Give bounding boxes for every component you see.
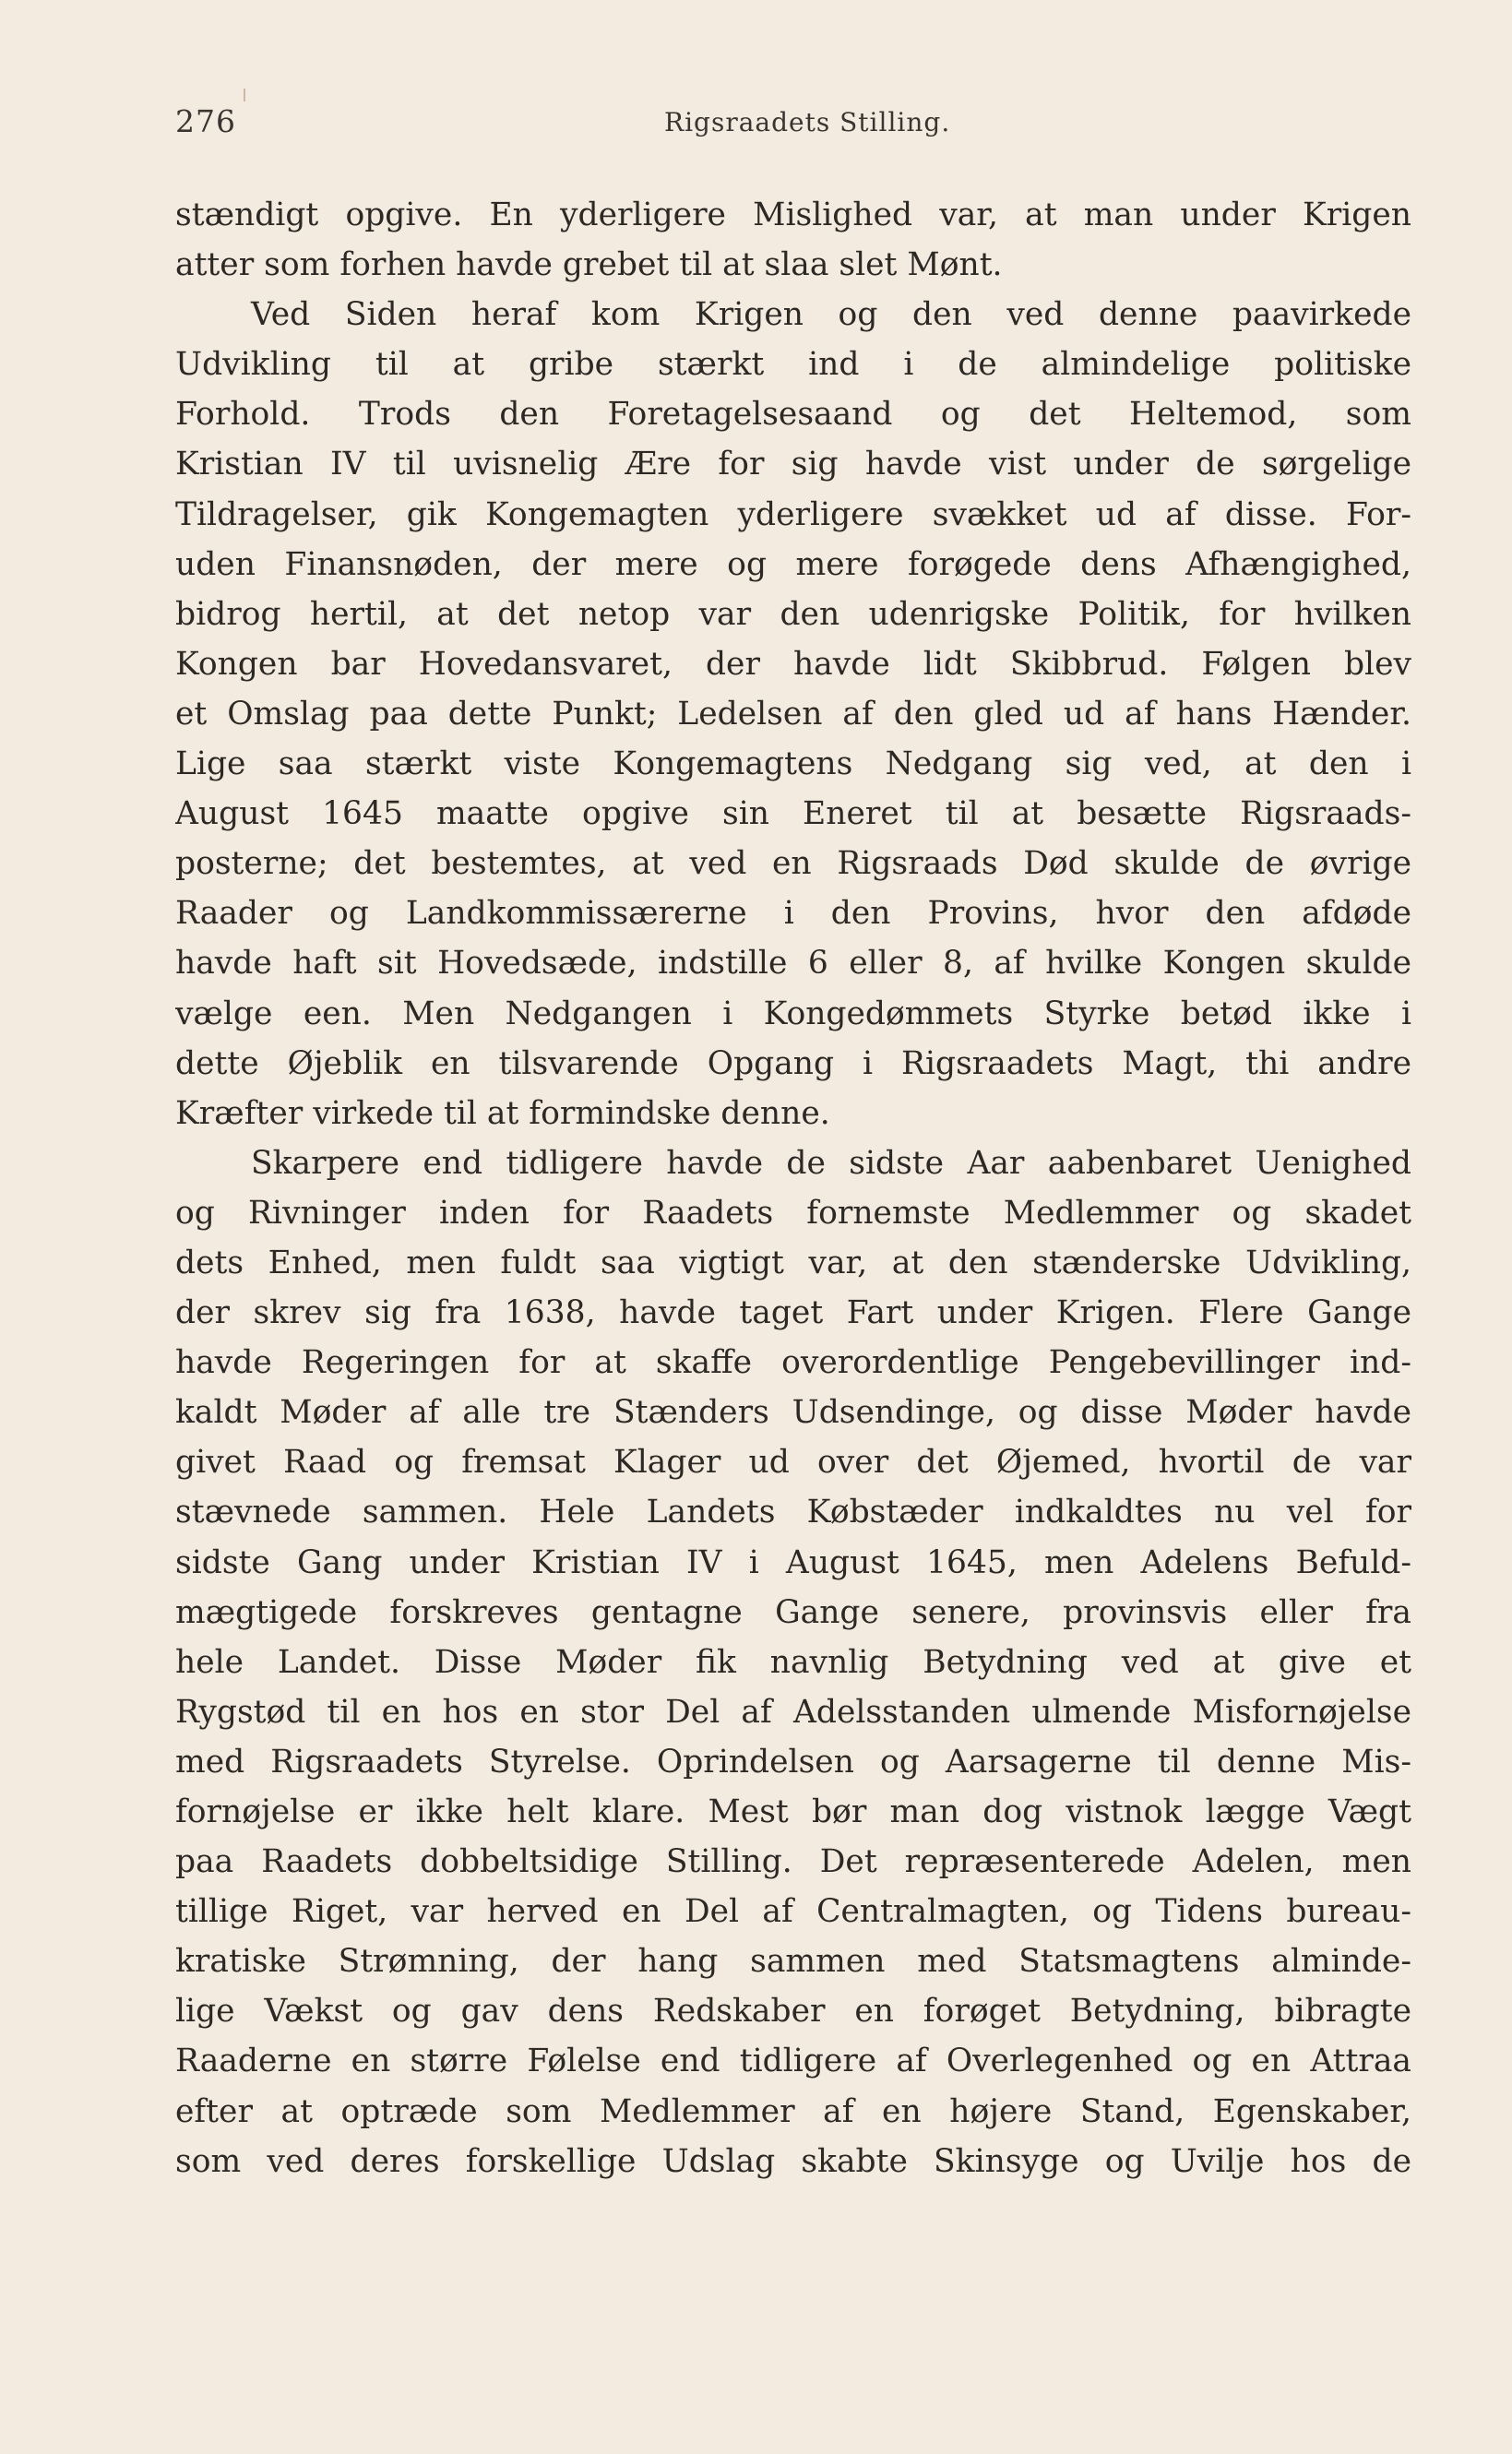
text-line: hele Landet. Disse Møder fik navnlig Betydning ved at give et — [175, 1643, 1411, 1681]
text-line: havde Regeringen for at skaffe overordentlige Pengebevillinger ind- — [175, 1344, 1411, 1382]
text-line: Tildragelser, gik Kongemagten yderligere svækket ud af disse. For- — [175, 495, 1411, 533]
page-mark — [244, 89, 245, 101]
text-line: givet Raad og fremsat Klager ud over det Øjemed, hvortil de var — [175, 1444, 1411, 1482]
text-line: Rygstød til en hos en stor Del af Adelsstanden ulmende Misfornøjelse — [175, 1693, 1411, 1731]
text-line: dette Øjeblik en tilsvarende Opgang i Rigsraadets Magt, thi andre — [175, 1044, 1411, 1082]
text-line: Forhold. Trods den Foretagelsesaand og det Heltemod, som — [175, 396, 1411, 434]
text-line: Skarpere end tidligere havde de sidste Aar aabenbaret Uenighed — [251, 1144, 1411, 1182]
text-line: uden Finansnøden, der mere og mere forøgede dens Afhængighed, — [175, 545, 1411, 583]
text-line: Raader og Landkommissærerne i den Provins, hvor den afdøde — [175, 895, 1411, 933]
text-line: vælge een. Men Nedgangen i Kongedømmets Styrke betød ikke i — [175, 995, 1411, 1032]
body-text — [175, 190, 1411, 2186]
text-line: Kristian IV til uvisnelig Ære for sig havde vist under de sørgelige — [175, 446, 1411, 483]
text-line: bidrog hertil, at det netop var den udenrigske Politik, for hvilken — [175, 595, 1411, 633]
text-line: der skrev sig fra 1638, havde taget Fart under Krigen. Flere Gange — [175, 1294, 1411, 1332]
text-line: efter at optræde som Medlemmer af en højere Stand, Egenskaber, — [175, 2092, 1411, 2130]
text-line: August 1645 maatte opgive sin Eneret til at besætte Rigsraads- — [175, 795, 1411, 833]
running-head: Rigsraadets Stilling. — [664, 107, 951, 137]
text-line: Raaderne en større Følelse end tidligere af Overlegenhed og en Attraa — [175, 2043, 1411, 2080]
text-line: fornøjelse er ikke helt klare. Mest bør man dog vistnok lægge Vægt — [175, 1793, 1411, 1830]
text-line: med Rigsraadets Styrelse. Oprindelsen og Aarsagerne til denne Mis- — [175, 1743, 1411, 1781]
text-line: dets Enhed, men fuldt saa vigtigt var, at den stænderske Udvikling, — [175, 1244, 1411, 1281]
text-line: Udvikling til at gribe stærkt ind i de almindelige politiske — [175, 346, 1411, 384]
text-line: lige Vækst og gav dens Redskaber en forøget Betydning, bibragte — [175, 1993, 1411, 2031]
text-line: posterne; det bestemtes, at ved en Rigsraads Død skulde de øvrige — [175, 845, 1411, 883]
page-header — [175, 103, 1411, 159]
text-line: et Omslag paa dette Punkt; Ledelsen af den gled ud af hans Hænder. — [175, 695, 1411, 733]
text-line: som ved deres forskellige Udslag skabte Skinsyge og Uvilje hos de — [175, 2142, 1411, 2180]
text-line: stævnede sammen. Hele Landets Købstæder indkaldtes nu vel for — [175, 1494, 1411, 1531]
text-line: tillige Riget, var herved en Del af Centralmagten, og Tidens bureau- — [175, 1893, 1411, 1931]
text-line: paa Raadets dobbeltsidige Stilling. Det repræsenterede Adelen, men — [175, 1843, 1411, 1881]
text-line: kratiske Strømning, der hang sammen med Statsmagtens alminde- — [175, 1943, 1411, 1981]
text-line: mægtigede forskreves gentagne Gange senere, provinsvis eller fra — [175, 1593, 1411, 1631]
text-line: Ved Siden heraf kom Krigen og den ved denne paavirkede — [251, 296, 1411, 334]
text-line: havde haft sit Hovedsæde, indstille 6 eller 8, af hvilke Kongen skulde — [175, 945, 1411, 983]
page-number: 276 — [175, 103, 236, 139]
text-line: Kræfter virkede til at formindske denne. — [175, 1094, 830, 1132]
text-line: sidste Gang under Kristian IV i August 1645, men Adelens Befuld- — [175, 1543, 1411, 1581]
text-line: Lige saa stærkt viste Kongemagtens Nedgang sig ved, at den i — [175, 745, 1411, 783]
text-line: Kongen bar Hovedansvaret, der havde lidt Skibbrud. Følgen blev — [175, 645, 1411, 683]
text-line: kaldt Møder af alle tre Stænders Udsendinge, og disse Møder havde — [175, 1394, 1411, 1432]
text-line: atter som forhen havde grebet til at slaa slet Mønt. — [175, 246, 1003, 284]
text-line: stændigt opgive. En yderligere Mislighed var, at man under Krigen — [175, 197, 1411, 233]
text-line: og Rivninger inden for Raadets fornemste Medlemmer og skadet — [175, 1194, 1411, 1232]
